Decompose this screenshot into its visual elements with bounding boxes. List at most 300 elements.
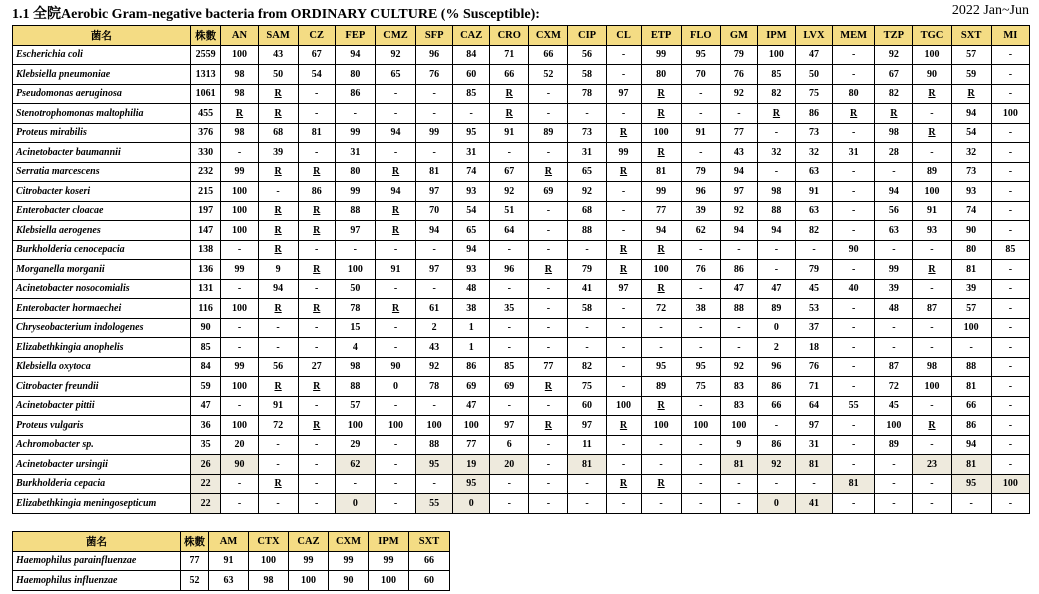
table-row — [13, 182, 1030, 202]
susceptibility-cell: 72 — [258, 416, 298, 436]
organism-name: Pseudomonas aeruginosa — [13, 84, 191, 104]
susceptibility-cell: - — [681, 279, 720, 299]
susceptibility-cell: 87 — [913, 299, 951, 319]
header-cxm: CXM — [529, 26, 568, 46]
susceptibility-cell: 64 — [490, 221, 529, 241]
susceptibility-cell: R — [258, 162, 298, 182]
susceptibility-cell: 38 — [453, 299, 490, 319]
susceptibility-cell: 93 — [913, 221, 951, 241]
susceptibility-cell: 41 — [795, 494, 832, 514]
susceptibility-cell: R — [833, 104, 875, 124]
susceptibility-cell: - — [568, 318, 606, 338]
table-row — [13, 162, 1030, 182]
susceptibility-cell: - — [416, 104, 453, 124]
susceptibility-cell: - — [991, 221, 1029, 241]
susceptibility-cell: 64 — [795, 396, 832, 416]
susceptibility-cell: 99 — [606, 143, 641, 163]
susceptibility-cell: - — [681, 318, 720, 338]
susceptibility-cell: - — [913, 494, 951, 514]
susceptibility-cell: - — [490, 279, 529, 299]
haemophilus-table — [12, 531, 450, 591]
header-caz: CAZ — [453, 26, 490, 46]
susceptibility-cell: - — [991, 84, 1029, 104]
susceptibility-cell: 71 — [490, 45, 529, 65]
susceptibility-cell: - — [298, 474, 335, 494]
susceptibility-cell: - — [641, 318, 681, 338]
susceptibility-cell: - — [991, 143, 1029, 163]
susceptibility-cell: - — [913, 338, 951, 358]
susceptibility-cell: - — [681, 474, 720, 494]
susceptibility-cell: 90 — [329, 571, 369, 591]
susceptibility-cell: 100 — [221, 182, 258, 202]
susceptibility-cell: - — [568, 474, 606, 494]
susceptibility-cell: R — [529, 377, 568, 397]
susceptibility-cell: 56 — [568, 45, 606, 65]
susceptibility-cell: 96 — [416, 45, 453, 65]
susceptibility-cell: - — [568, 240, 606, 260]
susceptibility-cell: - — [221, 474, 258, 494]
susceptibility-cell: R — [258, 377, 298, 397]
susceptibility-cell: 100 — [249, 551, 289, 571]
susceptibility-cell: - — [529, 435, 568, 455]
susceptibility-cell: - — [991, 201, 1029, 221]
susceptibility-cell: 86 — [720, 260, 757, 280]
susceptibility-cell: - — [375, 338, 415, 358]
organism-name: Acinetobacter baumannii — [13, 143, 191, 163]
organism-name: Enterobacter hormaechei — [13, 299, 191, 319]
susceptibility-cell: 99 — [335, 123, 375, 143]
susceptibility-cell: 95 — [416, 455, 453, 475]
susceptibility-cell: 99 — [369, 551, 409, 571]
susceptibility-cell: - — [991, 299, 1029, 319]
susceptibility-cell: - — [833, 182, 875, 202]
susceptibility-cell: 47 — [720, 279, 757, 299]
susceptibility-cell: 57 — [951, 45, 991, 65]
susceptibility-cell: 65 — [375, 65, 415, 85]
susceptibility-cell: 32 — [951, 143, 991, 163]
susceptibility-cell: 98 — [913, 357, 951, 377]
susceptibility-cell: 81 — [951, 377, 991, 397]
header-sxt: SXT — [951, 26, 991, 46]
susceptibility-cell: 72 — [875, 377, 913, 397]
susceptibility-cell: - — [681, 338, 720, 358]
susceptibility-cell: 4 — [335, 338, 375, 358]
susceptibility-cell: - — [258, 455, 298, 475]
susceptibility-cell: 86 — [757, 435, 795, 455]
susceptibility-cell: 45 — [875, 396, 913, 416]
table-row — [13, 318, 1030, 338]
susceptibility-cell: - — [606, 104, 641, 124]
susceptibility-cell: R — [258, 299, 298, 319]
susceptibility-cell: 100 — [913, 377, 951, 397]
susceptibility-cell: - — [991, 162, 1029, 182]
susceptibility-cell: 2 — [416, 318, 453, 338]
susceptibility-cell: - — [681, 104, 720, 124]
susceptibility-cell: 84 — [453, 45, 490, 65]
header-sfp: SFP — [416, 26, 453, 46]
susceptibility-cell: 100 — [875, 416, 913, 436]
susceptibility-cell: 78 — [568, 84, 606, 104]
susceptibility-cell: 100 — [681, 416, 720, 436]
susceptibility-cell: 35 — [490, 299, 529, 319]
susceptibility-cell: 92 — [720, 84, 757, 104]
susceptibility-cell: - — [529, 240, 568, 260]
susceptibility-cell: - — [720, 240, 757, 260]
susceptibility-cell: 62 — [335, 455, 375, 475]
susceptibility-cell: 98 — [757, 182, 795, 202]
susceptibility-cell: - — [875, 240, 913, 260]
susceptibility-cell: 31 — [568, 143, 606, 163]
susceptibility-cell: - — [991, 377, 1029, 397]
susceptibility-cell: 94 — [258, 279, 298, 299]
table-header-row — [13, 26, 1030, 46]
susceptibility-cell: R — [951, 84, 991, 104]
isolate-count: 77 — [181, 551, 209, 571]
susceptibility-cell: 43 — [258, 45, 298, 65]
table-row — [13, 123, 1030, 143]
header-cxm: CXM — [329, 532, 369, 552]
susceptibility-cell: 55 — [416, 494, 453, 514]
susceptibility-cell: - — [795, 474, 832, 494]
susceptibility-cell: - — [875, 162, 913, 182]
table-row — [13, 45, 1030, 65]
susceptibility-cell: 0 — [757, 494, 795, 514]
susceptibility-cell: - — [529, 84, 568, 104]
susceptibility-cell: - — [833, 201, 875, 221]
susceptibility-cell: 85 — [490, 357, 529, 377]
susceptibility-cell: R — [375, 162, 415, 182]
susceptibility-cell: R — [298, 221, 335, 241]
susceptibility-cell: - — [258, 338, 298, 358]
susceptibility-cell: 81 — [298, 123, 335, 143]
table-row — [13, 396, 1030, 416]
organism-name: Stenotrophomonas maltophilia — [13, 104, 191, 124]
susceptibility-cell: 100 — [641, 123, 681, 143]
susceptibility-cell: 90 — [913, 65, 951, 85]
table-row — [13, 377, 1030, 397]
susceptibility-cell: - — [529, 318, 568, 338]
organism-name: Acinetobacter pittii — [13, 396, 191, 416]
organism-name: Serratia marcescens — [13, 162, 191, 182]
header-tzp: TZP — [875, 26, 913, 46]
susceptibility-cell: - — [991, 182, 1029, 202]
susceptibility-cell: - — [375, 240, 415, 260]
susceptibility-cell: - — [606, 182, 641, 202]
header-ipm: IPM — [369, 532, 409, 552]
susceptibility-cell: - — [720, 104, 757, 124]
susceptibility-cell: 63 — [209, 571, 249, 591]
susceptibility-cell: 99 — [221, 357, 258, 377]
susceptibility-cell: 67 — [298, 45, 335, 65]
susceptibility-cell: - — [681, 84, 720, 104]
susceptibility-cell: R — [641, 143, 681, 163]
susceptibility-cell: - — [720, 494, 757, 514]
susceptibility-cell: 59 — [951, 65, 991, 85]
susceptibility-cell: - — [221, 279, 258, 299]
susceptibility-cell: 95 — [641, 357, 681, 377]
susceptibility-cell: 87 — [875, 357, 913, 377]
susceptibility-cell: 23 — [913, 455, 951, 475]
susceptibility-cell: 100 — [991, 104, 1029, 124]
susceptibility-cell: R — [757, 104, 795, 124]
susceptibility-cell: 76 — [416, 65, 453, 85]
table-row — [13, 104, 1030, 124]
organism-name: Escherichia coli — [13, 45, 191, 65]
susceptibility-cell: 97 — [335, 221, 375, 241]
isolate-count: 232 — [190, 162, 221, 182]
susceptibility-cell: R — [641, 396, 681, 416]
susceptibility-cell: 40 — [833, 279, 875, 299]
susceptibility-cell: - — [720, 318, 757, 338]
susceptibility-cell: R — [641, 240, 681, 260]
susceptibility-cell: 66 — [409, 551, 450, 571]
header-caz: CAZ — [289, 532, 329, 552]
susceptibility-cell: R — [375, 201, 415, 221]
susceptibility-cell: 19 — [453, 455, 490, 475]
susceptibility-cell: 91 — [490, 123, 529, 143]
isolate-count: 215 — [190, 182, 221, 202]
susceptibility-cell: 50 — [795, 65, 832, 85]
susceptibility-cell: 68 — [568, 201, 606, 221]
isolate-count: 138 — [190, 240, 221, 260]
susceptibility-cell: - — [335, 240, 375, 260]
susceptibility-cell: 94 — [375, 182, 415, 202]
susceptibility-cell: R — [913, 416, 951, 436]
susceptibility-cell: - — [453, 104, 490, 124]
susceptibility-cell: - — [720, 338, 757, 358]
table-row — [13, 551, 450, 571]
susceptibility-cell: - — [490, 318, 529, 338]
susceptibility-cell: - — [833, 377, 875, 397]
organism-name: Klebsiella pneumoniae — [13, 65, 191, 85]
susceptibility-cell: 62 — [681, 221, 720, 241]
susceptibility-cell: - — [681, 143, 720, 163]
susceptibility-cell: 88 — [951, 357, 991, 377]
organism-name: Morganella morganii — [13, 260, 191, 280]
susceptibility-cell: - — [529, 201, 568, 221]
susceptibility-cell: 76 — [720, 65, 757, 85]
susceptibility-cell: 56 — [875, 201, 913, 221]
susceptibility-cell: 53 — [795, 299, 832, 319]
susceptibility-cell: - — [757, 123, 795, 143]
susceptibility-cell: 54 — [453, 201, 490, 221]
susceptibility-cell: - — [875, 474, 913, 494]
table-row — [13, 240, 1030, 260]
susceptibility-cell: 86 — [757, 377, 795, 397]
susceptibility-cell: - — [875, 494, 913, 514]
susceptibility-cell: - — [833, 65, 875, 85]
organism-name: Elizabethkingia anophelis — [13, 338, 191, 358]
organism-name: Enterobacter cloacae — [13, 201, 191, 221]
susceptibility-cell: 91 — [258, 396, 298, 416]
susceptibility-cell: 100 — [641, 416, 681, 436]
susceptibility-cell: - — [681, 396, 720, 416]
susceptibility-cell: 88 — [416, 435, 453, 455]
susceptibility-cell: 1 — [453, 318, 490, 338]
susceptibility-cell: 75 — [795, 84, 832, 104]
susceptibility-cell: 47 — [757, 279, 795, 299]
susceptibility-cell: 31 — [795, 435, 832, 455]
susceptibility-cell: - — [757, 416, 795, 436]
table-row — [13, 84, 1030, 104]
susceptibility-cell: 38 — [681, 299, 720, 319]
susceptibility-cell: - — [375, 494, 415, 514]
susceptibility-cell: - — [335, 104, 375, 124]
susceptibility-cell: - — [416, 240, 453, 260]
isolate-count: 455 — [190, 104, 221, 124]
susceptibility-cell: - — [298, 240, 335, 260]
susceptibility-cell: 77 — [453, 435, 490, 455]
header-sam: SAM — [258, 26, 298, 46]
susceptibility-cell: - — [991, 338, 1029, 358]
susceptibility-cell: 94 — [951, 435, 991, 455]
susceptibility-cell: 92 — [720, 357, 757, 377]
susceptibility-cell: - — [375, 396, 415, 416]
susceptibility-cell: - — [913, 104, 951, 124]
susceptibility-cell: R — [298, 162, 335, 182]
susceptibility-cell: 51 — [490, 201, 529, 221]
susceptibility-cell: - — [606, 377, 641, 397]
isolate-count: 116 — [190, 299, 221, 319]
susceptibility-cell: 15 — [335, 318, 375, 338]
table-row — [13, 455, 1030, 475]
susceptibility-cell: 94 — [335, 45, 375, 65]
susceptibility-cell: 92 — [720, 201, 757, 221]
susceptibility-cell: 98 — [221, 123, 258, 143]
susceptibility-cell: - — [913, 396, 951, 416]
susceptibility-cell: 80 — [335, 162, 375, 182]
susceptibility-cell: - — [913, 240, 951, 260]
susceptibility-cell: - — [529, 279, 568, 299]
susceptibility-cell: 56 — [258, 357, 298, 377]
table-row — [13, 65, 1030, 85]
susceptibility-cell: 74 — [951, 201, 991, 221]
susceptibility-cell: 86 — [335, 84, 375, 104]
susceptibility-cell: 85 — [757, 65, 795, 85]
organism-name: Proteus vulgaris — [13, 416, 191, 436]
susceptibility-cell: - — [913, 279, 951, 299]
susceptibility-cell: 100 — [991, 474, 1029, 494]
susceptibility-cell: R — [298, 299, 335, 319]
susceptibility-cell: 80 — [951, 240, 991, 260]
susceptibility-cell: - — [375, 435, 415, 455]
header-fep: FEP — [335, 26, 375, 46]
susceptibility-cell: - — [875, 338, 913, 358]
susceptibility-cell: 81 — [641, 162, 681, 182]
susceptibility-cell: 90 — [833, 240, 875, 260]
susceptibility-cell: - — [606, 201, 641, 221]
susceptibility-cell: 91 — [209, 551, 249, 571]
susceptibility-cell: 100 — [289, 571, 329, 591]
table-row — [13, 143, 1030, 163]
susceptibility-cell: 97 — [606, 279, 641, 299]
susceptibility-cell: - — [298, 143, 335, 163]
susceptibility-cell: 97 — [568, 416, 606, 436]
susceptibility-cell: - — [875, 318, 913, 338]
susceptibility-cell: R — [298, 260, 335, 280]
susceptibility-cell: - — [641, 338, 681, 358]
organism-name: Klebsiella aerogenes — [13, 221, 191, 241]
table-row — [13, 474, 1030, 494]
susceptibility-cell: 97 — [416, 260, 453, 280]
isolate-count: 330 — [190, 143, 221, 163]
susceptibility-cell: - — [298, 104, 335, 124]
susceptibility-cell: 47 — [453, 396, 490, 416]
susceptibility-cell: 2 — [757, 338, 795, 358]
susceptibility-cell: 81 — [568, 455, 606, 475]
susceptibility-cell: 94 — [453, 240, 490, 260]
susceptibility-cell: - — [258, 435, 298, 455]
susceptibility-cell: 37 — [795, 318, 832, 338]
susceptibility-cell: 100 — [221, 45, 258, 65]
susceptibility-table — [12, 25, 1030, 514]
susceptibility-cell: 76 — [795, 357, 832, 377]
susceptibility-cell: 92 — [490, 182, 529, 202]
susceptibility-cell: - — [298, 494, 335, 514]
organism-name: Proteus mirabilis — [13, 123, 191, 143]
susceptibility-cell: - — [795, 240, 832, 260]
susceptibility-cell: - — [529, 474, 568, 494]
susceptibility-cell: 91 — [375, 260, 415, 280]
susceptibility-cell: 75 — [568, 377, 606, 397]
susceptibility-cell: - — [529, 396, 568, 416]
susceptibility-cell: - — [606, 221, 641, 241]
susceptibility-cell: 81 — [416, 162, 453, 182]
susceptibility-cell: - — [375, 474, 415, 494]
susceptibility-cell: - — [298, 84, 335, 104]
susceptibility-cell: - — [681, 455, 720, 475]
susceptibility-cell: 100 — [369, 571, 409, 591]
susceptibility-cell: 94 — [641, 221, 681, 241]
susceptibility-cell: - — [529, 143, 568, 163]
susceptibility-cell: 81 — [795, 455, 832, 475]
table-row — [13, 435, 1030, 455]
organism-name: Haemophilus parainfluenzae — [13, 551, 181, 571]
susceptibility-cell: 73 — [568, 123, 606, 143]
susceptibility-cell: 61 — [416, 299, 453, 319]
susceptibility-cell: - — [720, 474, 757, 494]
organism-name: Klebsiella oxytoca — [13, 357, 191, 377]
susceptibility-cell: - — [833, 416, 875, 436]
table-row — [13, 338, 1030, 358]
susceptibility-cell: - — [221, 494, 258, 514]
susceptibility-cell: 69 — [529, 182, 568, 202]
susceptibility-cell: 95 — [681, 45, 720, 65]
susceptibility-cell: 100 — [375, 416, 415, 436]
susceptibility-cell: 100 — [335, 416, 375, 436]
susceptibility-cell: 9 — [258, 260, 298, 280]
susceptibility-cell: 94 — [720, 221, 757, 241]
susceptibility-cell: R — [298, 416, 335, 436]
susceptibility-cell: 63 — [795, 201, 832, 221]
susceptibility-cell: 75 — [681, 377, 720, 397]
susceptibility-cell: 54 — [298, 65, 335, 85]
susceptibility-cell: - — [757, 474, 795, 494]
susceptibility-cell: 81 — [833, 474, 875, 494]
susceptibility-cell: 97 — [606, 84, 641, 104]
susceptibility-cell: - — [991, 123, 1029, 143]
susceptibility-cell: - — [298, 435, 335, 455]
header-an: AN — [221, 26, 258, 46]
isolate-count: 1061 — [190, 84, 221, 104]
susceptibility-cell: - — [375, 318, 415, 338]
organism-name: Elizabethkingia meningosepticum — [13, 494, 191, 514]
isolate-count: 197 — [190, 201, 221, 221]
susceptibility-cell: 88 — [757, 201, 795, 221]
susceptibility-cell: 58 — [568, 65, 606, 85]
susceptibility-cell: 66 — [529, 45, 568, 65]
susceptibility-cell: 81 — [951, 260, 991, 280]
